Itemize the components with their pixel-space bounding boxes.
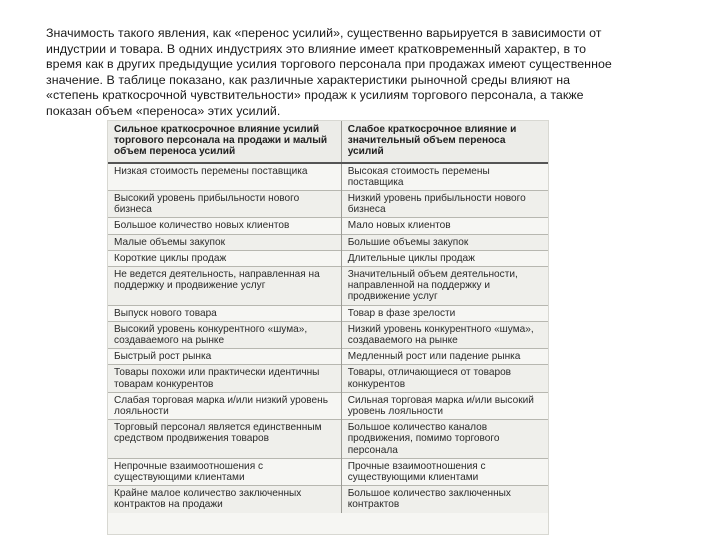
table-row — [108, 486, 548, 513]
table-cell: Значительный объем деятельности, направленной на поддержку и продвижение услуг — [341, 267, 548, 306]
header-weak-influence: Слабое краткосрочное влияние и значительный объем переноса усилий — [341, 121, 548, 163]
table-cell: Торговый персонал является единственным средством продвижения товаров — [108, 420, 341, 459]
intro-line: индустрии и товара. В одних индустриях это влияние имеет кратковременный характер, в то — [46, 41, 587, 56]
table-cell: Большое количество каналов продвижения, помимо торгового персонала — [341, 420, 548, 459]
table-cell: Слабая торговая марка и/или низкий уровень лояльности — [108, 392, 341, 419]
table-row — [108, 163, 548, 191]
intro-line: значение. В таблице показано, как различные характеристики рыночной среды влияют на — [46, 72, 571, 87]
intro-line: время как в других предыдущие усилия торгового персонала при продажах имеют существенное — [46, 57, 612, 71]
scanned-table-image — [107, 120, 549, 535]
table-cell: Высокий уровень прибыльности нового бизнеса — [108, 191, 341, 218]
table-row — [108, 218, 548, 234]
table-row — [108, 267, 548, 306]
table-cell: Высокая стоимость перемены поставщика — [341, 163, 548, 191]
table-cell: Товары похожи или практически идентичны товарам конкурентов — [108, 365, 341, 392]
table-cell: Высокий уровень конкурентного «шума», создаваемого на рынке — [108, 321, 341, 348]
table-cell: Быстрый рост рынка — [108, 349, 341, 365]
table-cell: Большое количество заключенных контрактов — [341, 486, 548, 513]
table-row — [108, 305, 548, 321]
table-cell: Малые объемы закупок — [108, 234, 341, 250]
table-cell: Прочные взаимоотношения с существующими клиентами — [341, 458, 548, 485]
table-row — [108, 392, 548, 419]
table-row — [108, 321, 548, 348]
table-cell: Мало новых клиентов — [341, 218, 548, 234]
table-cell: Низкий уровень прибыльности нового бизнеса — [341, 191, 548, 218]
intro-paragraph — [46, 26, 686, 119]
table-cell: Низкая стоимость перемены поставщика — [108, 163, 341, 191]
header-strong-influence: Сильное краткосрочное влияние усилий торгового персонала на продажи и малый объем переноса усилий — [108, 121, 341, 163]
intro-line: Значимость такого явления, как «перенос усилий», существенно варьируется в зависимости от — [46, 26, 602, 40]
table-cell: Низкий уровень конкурентного «шума», создаваемого на рынке — [341, 321, 548, 348]
table-row — [108, 365, 548, 392]
table-row — [108, 234, 548, 250]
table-cell: Непрочные взаимоотношения с существующими клиентами — [108, 458, 341, 485]
table-row — [108, 250, 548, 266]
table-row — [108, 420, 548, 459]
table-cell: Длительные циклы продаж — [341, 250, 548, 266]
table-cell: Товар в фазе зрелости — [341, 305, 548, 321]
table-row — [108, 191, 548, 218]
table-cell: Сильная торговая марка и/или высокий уровень лояльности — [341, 392, 548, 419]
table-row — [108, 349, 548, 365]
table-cell: Большое количество новых клиентов — [108, 218, 341, 234]
table-header-row — [108, 121, 548, 163]
table-cell: Не ведется деятельность, направленная на поддержку и продвижение услуг — [108, 267, 341, 306]
table-row — [108, 458, 548, 485]
table-cell: Крайне малое количество заключенных контрактов на продажи — [108, 486, 341, 513]
comparison-table — [108, 121, 548, 513]
table-cell: Большие объемы закупок — [341, 234, 548, 250]
table-cell: Короткие циклы продаж — [108, 250, 341, 266]
table-cell: Товары, отличающиеся от товаров конкурентов — [341, 365, 548, 392]
intro-line: показан объем «переноса» этих усилий. — [46, 103, 281, 118]
table-cell: Медленный рост или падение рынка — [341, 349, 548, 365]
table-cell: Выпуск нового товара — [108, 305, 341, 321]
intro-line: «степень краткосрочной чувствительности» продаж к усилиям торгового персонала, а также — [46, 88, 584, 102]
